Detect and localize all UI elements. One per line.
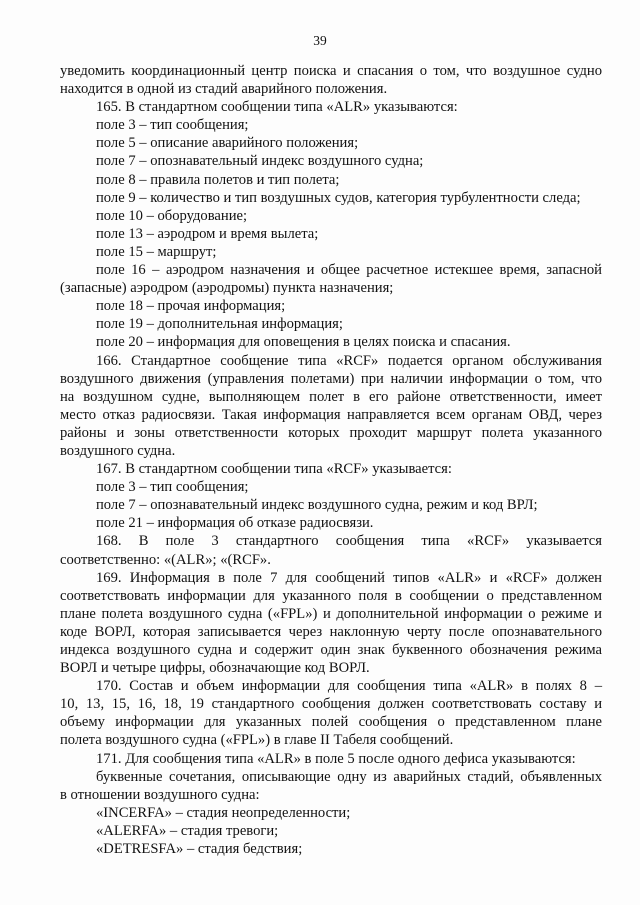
text-line: «DETRESFA» – стадия бедствия; [96, 841, 303, 858]
text-line: поле 3 – тип сообщения; [96, 117, 249, 134]
text-line: (запасные) аэродром (аэродромы) пункта назначения; [60, 280, 394, 297]
page-number: 39 [313, 33, 327, 48]
text-line: в отношении воздушного судна: [60, 786, 260, 803]
text-line: плане полета воздушного судна («FPL») и дополнительной информации о режиме и [60, 605, 602, 622]
text-line: соответственно: «(ALR»; «(RCF». [60, 551, 271, 568]
text-line: индекса воздушного судна и содержит один знак буквенного обозначения режима [60, 642, 602, 658]
text-line: 168. В поле 3 стандартного сообщения типа «RCF» указывается [96, 533, 602, 550]
text-line: поле 10 – оборудование; [96, 207, 248, 224]
text-line: поле 15 – маршрут; [96, 243, 217, 260]
text-line: 170. Состав и объем информации для сообщения типа «ALR» в полях 8 – [96, 678, 602, 695]
text-line: воздушного судна. [60, 442, 176, 459]
text-line: коде ВОРЛ, которая записывается через наклонную черту после опознавательного [60, 623, 602, 640]
text-line: место отказ радиосвязи. Такая информация направляется всем органам ОВД, через [60, 406, 602, 423]
text-line: поле 3 – тип сообщения; [96, 479, 249, 496]
text-line: поле 21 – информация об отказе радиосвязи. [96, 515, 374, 532]
text-line: 169. Информация в поле 7 для сообщений типов «ALR» и «RCF» должен [96, 569, 602, 586]
text-line: «INCERFA» – стадия неопределенности; [96, 804, 351, 821]
text-line: поле 7 – опознавательный индекс воздушного судна; [96, 153, 424, 170]
text-line: поле 5 – описание аварийного положения; [96, 135, 359, 152]
text-line: районы и зоны ответственности которых проходит маршрут полета указанного [60, 424, 602, 441]
text-line: находится в одной из стадий аварийного положения. [60, 81, 388, 98]
text-line: поле 13 – аэродром и время вылета; [96, 225, 319, 242]
text-line: поле 19 – дополнительная информация; [96, 316, 343, 333]
text-line: поле 20 – информация для оповещения в целях поиска и спасания. [96, 334, 511, 351]
text-line: полета воздушного судна («FPL») в главе II Табеля сообщений. [60, 732, 454, 749]
text-line: поле 16 – аэродром назначения и общее расчетное истекшее время, запасной [96, 262, 602, 279]
text-line: уведомить координационный центр поиска и спасания о том, что воздушное судно [60, 63, 602, 79]
text-line: 165. В стандартном сообщении типа «ALR» указываются: [96, 99, 458, 116]
text-line: воздушного движения (управления полетами) при наличии информации о том, что [60, 370, 602, 387]
text-line: на воздушном судне, выполняющем полет в его районе ответственности, имеет [60, 388, 602, 405]
text-line: объему информации для указанных полей сообщения о представленном плане [60, 714, 602, 731]
text-line: поле 8 – правила полетов и тип полета; [96, 171, 340, 188]
text-line: 166. Стандартное сообщение типа «RCF» подается органом обслуживания [96, 352, 602, 369]
text-line: 167. В стандартном сообщении типа «RCF» указывается: [96, 461, 452, 478]
text-line: буквенные сочетания, описывающие одну из аварийных стадий, объявленных [96, 768, 602, 785]
text-line: «ALERFA» – стадия тревоги; [96, 822, 279, 839]
text-line: поле 9 – количество и тип воздушных судов, категория турбулентности следа; [96, 189, 581, 206]
text-line: соответствовать информации для указанного поля в сообщении о представленном [60, 587, 602, 604]
text-line: 10, 13, 15, 16, 18, 19 стандартного сообщения должен соответствовать составу и [60, 696, 602, 713]
text-line: ВОРЛ и четыре цифры, обозначающие код ВОРЛ. [60, 660, 370, 677]
text-line: 171. Для сообщения типа «ALR» в поле 5 после одного дефиса указываются: [96, 750, 576, 767]
body-text [60, 62, 602, 858]
text-line: поле 18 – прочая информация; [96, 298, 286, 315]
text-line: поле 7 – опознавательный индекс воздушного судна, режим и код ВРЛ; [96, 497, 538, 514]
